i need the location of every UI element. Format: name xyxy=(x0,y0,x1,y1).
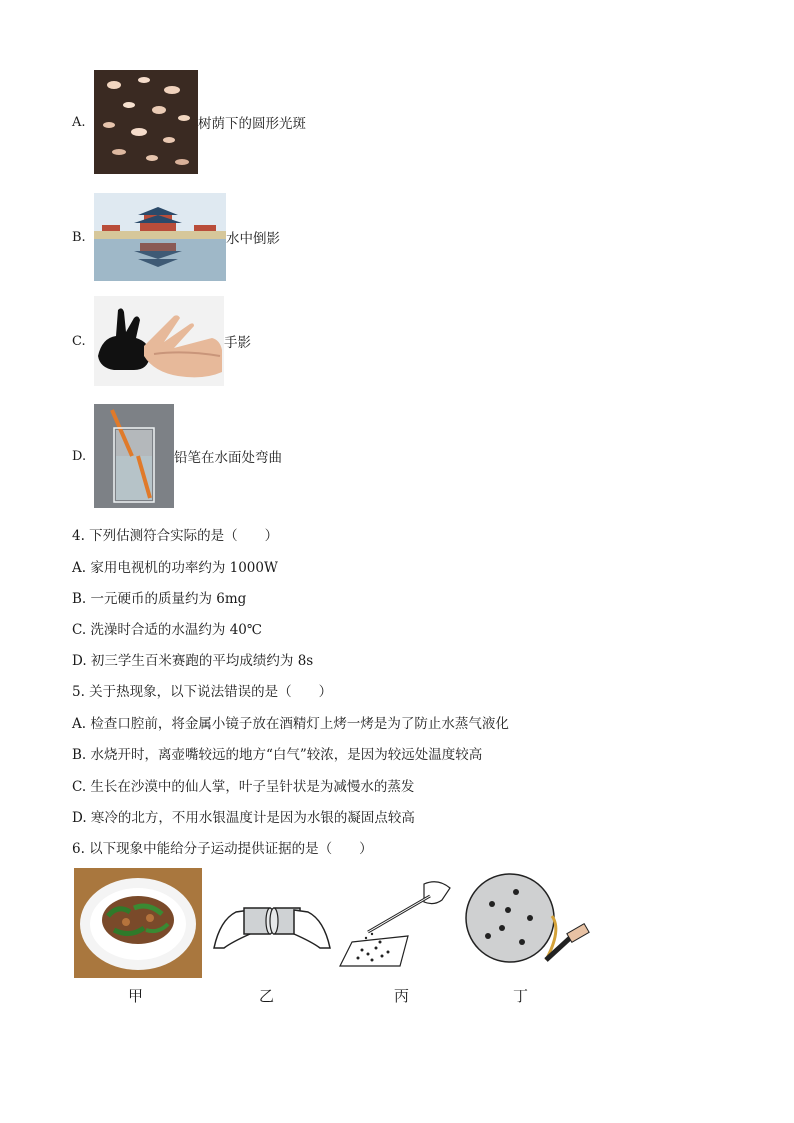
option-label: 铅笔在水面处弯曲 xyxy=(174,450,282,466)
figure-caption-bing: 丙 xyxy=(394,987,410,1005)
option-label: 水中倒影 xyxy=(226,231,280,247)
temple-reflection-photo xyxy=(94,193,226,281)
q6-stem: 6. 以下现象中能给分子运动提供证据的是（ ） xyxy=(72,841,373,857)
q4-option-b: B. 一元硬币的质量约为 6mg xyxy=(72,591,247,607)
lead-cylinders-pressed-icon xyxy=(210,890,334,952)
option-label: 手影 xyxy=(224,335,251,351)
q3-option-b xyxy=(72,193,280,281)
option-letter: D. xyxy=(72,448,87,464)
q5-option-d: D. 寒冷的北方，不用水银温度计是因为水银的凝固点较高 xyxy=(72,810,415,826)
q4-stem: 4. 下列估测符合实际的是（ ） xyxy=(72,528,279,544)
q4-option-d: D. 初三学生百米赛跑的平均成绩约为 8s xyxy=(72,653,314,669)
light-spots-photo xyxy=(94,70,198,174)
q4-option-a: A. 家用电视机的功率约为 1000W xyxy=(72,560,278,576)
stir-fry-dish-photo xyxy=(74,868,202,978)
q3-option-d xyxy=(72,404,282,508)
figure-caption-jia: 甲 xyxy=(128,987,144,1005)
hand-shadow-photo xyxy=(94,296,224,386)
sphere-with-pump-icon xyxy=(464,870,598,970)
option-letter: B. xyxy=(72,229,86,245)
q4-option-c: C. 洗澡时合适的水温约为 40℃ xyxy=(72,622,263,638)
q5-option-c: C. 生长在沙漠中的仙人掌，叶子呈针状是为减慢水的蒸发 xyxy=(72,779,415,795)
glass-rod-rubbing-paper-icon xyxy=(338,876,462,968)
option-label: 树荫下的圆形光斑 xyxy=(198,116,306,132)
q5-stem: 5. 关于热现象，以下说法错误的是（ ） xyxy=(72,684,333,700)
q3-option-a xyxy=(72,70,306,174)
option-letter: C. xyxy=(72,333,86,349)
q5-option-b: B. 水烧开时，离壶嘴较远的地方“白气”较浓，是因为较远处温度较高 xyxy=(72,747,483,763)
q3-option-c xyxy=(72,296,251,386)
pencil-in-water-photo xyxy=(94,404,174,508)
option-letter: A. xyxy=(72,114,86,130)
figure-caption-ding: 丁 xyxy=(513,987,529,1005)
q5-option-a: A. 检查口腔前，将金属小镜子放在酒精灯上烤一烤是为了防止水蒸气液化 xyxy=(72,716,509,732)
figure-caption-yi: 乙 xyxy=(259,987,275,1005)
